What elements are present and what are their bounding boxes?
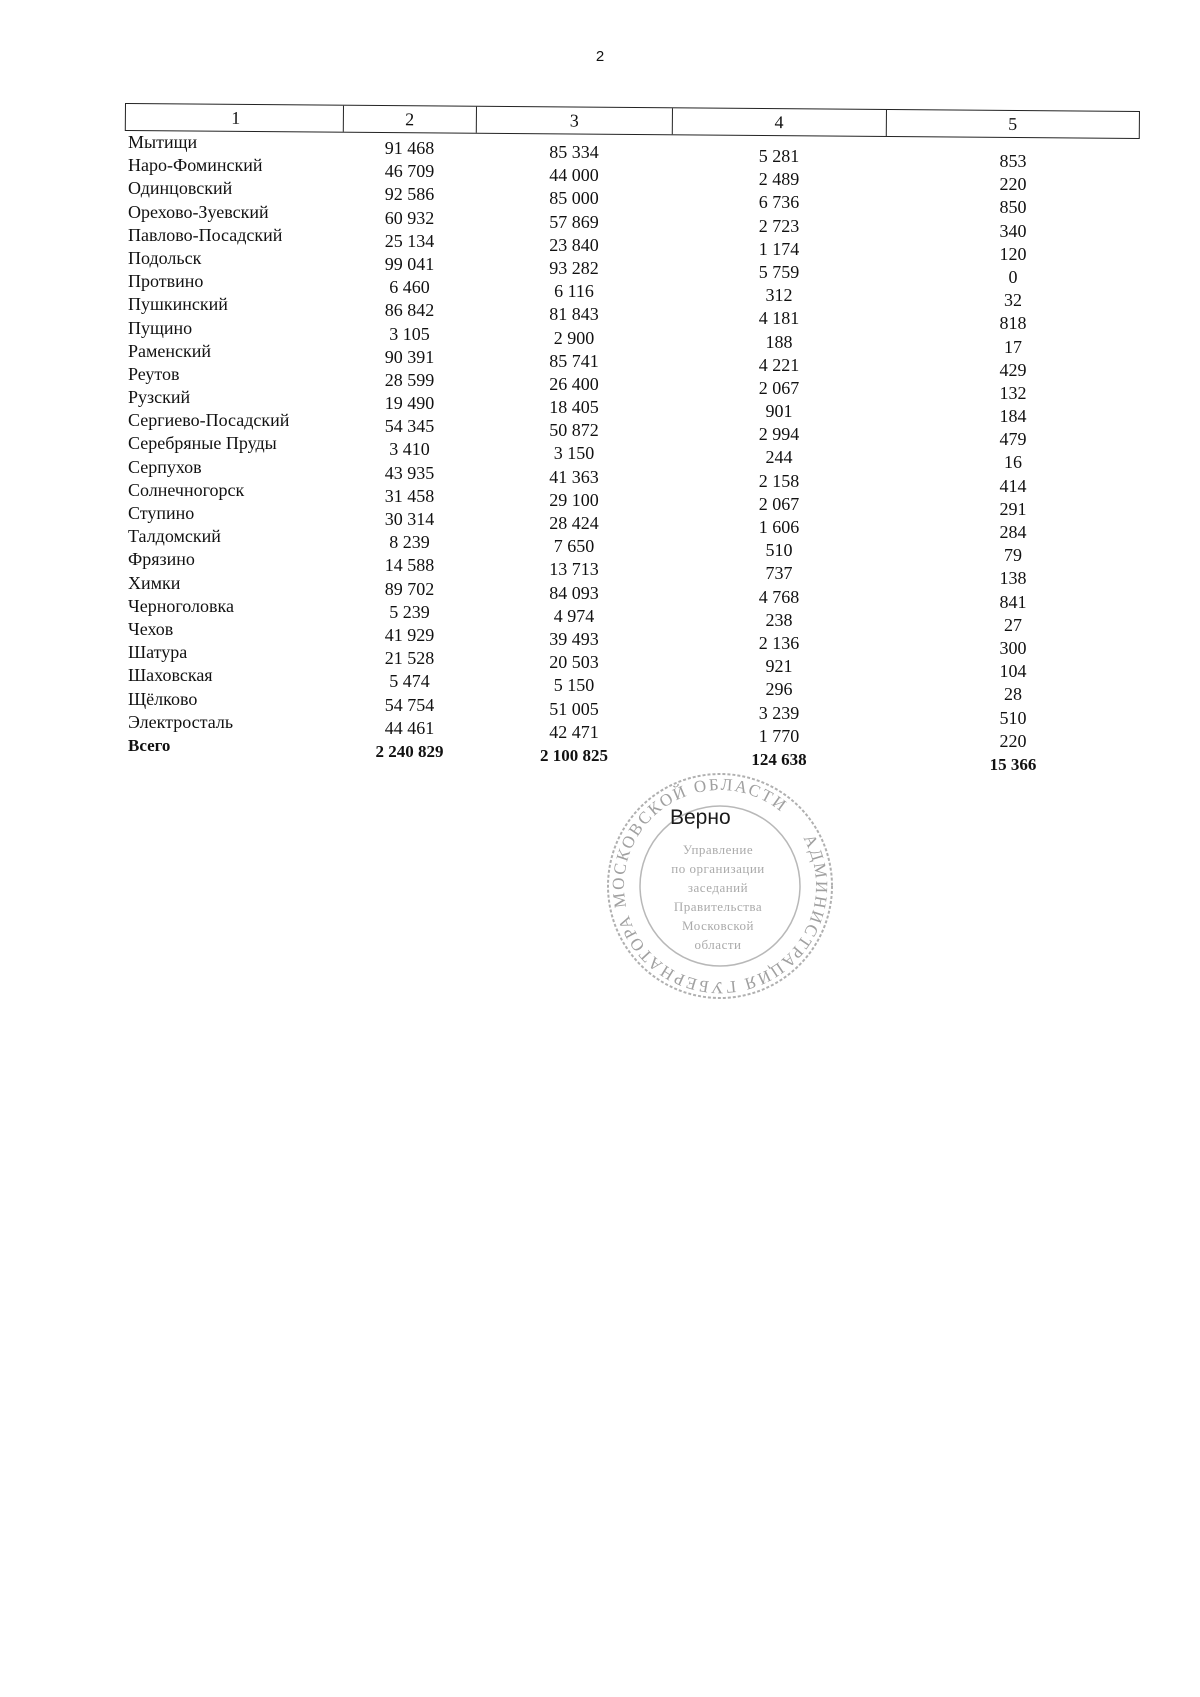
district-name: Одинцовский: [128, 178, 233, 199]
value-col-2: 91 468: [384, 138, 435, 158]
value-col-5: 184: [999, 406, 1027, 427]
value-col-2: 46 709: [384, 161, 435, 182]
value-col-5: 220: [999, 730, 1027, 751]
value-col-4: 5 759: [758, 261, 800, 282]
value-col-4: 312: [765, 285, 793, 306]
value-col-5: 0: [1008, 266, 1018, 287]
district-name: Ступино: [128, 503, 195, 523]
total-col-2: 2 240 829: [375, 741, 444, 761]
value-col-5: 291: [999, 498, 1027, 519]
value-col-5: 300: [999, 637, 1027, 658]
value-col-3: 20 503: [549, 652, 599, 673]
district-name: Щёлково: [128, 688, 198, 709]
district-name: Пушкинский: [128, 294, 228, 315]
value-col-2: 99 041: [384, 253, 435, 274]
value-col-5: 479: [999, 429, 1027, 450]
value-col-3: 13 713: [549, 559, 599, 580]
value-col-4: 1 606: [758, 517, 800, 537]
total-col-3: 2 100 825: [540, 745, 608, 765]
value-col-3: 44 000: [549, 165, 599, 186]
value-col-5: 138: [999, 568, 1027, 589]
value-col-3: 29 100: [549, 489, 599, 510]
value-col-3: 5 150: [553, 675, 595, 696]
district-name: Орехово-Зуевский: [128, 201, 269, 222]
value-col-4: 901: [765, 401, 793, 422]
district-name: Пущино: [128, 317, 193, 338]
district-name: Подольск: [128, 247, 202, 268]
header-col-3: 3: [476, 107, 672, 135]
value-col-5: 429: [999, 359, 1027, 380]
value-col-4: 2 136: [758, 632, 800, 653]
value-col-2: 8 239: [389, 532, 430, 553]
district-name: Фрязино: [128, 549, 195, 570]
value-col-2: 41 929: [384, 624, 435, 645]
district-name: Шатура: [128, 642, 188, 663]
district-name: Павлово-Посадский: [128, 224, 283, 245]
seal-line: Управление: [682, 842, 754, 857]
total-col-5: 15 366: [989, 754, 1037, 774]
value-col-2: 21 528: [384, 648, 435, 669]
verified-mark: Верно: [670, 806, 731, 829]
value-col-2: 28 599: [384, 369, 435, 390]
value-col-3: 57 869: [549, 211, 599, 232]
value-col-5: 104: [999, 661, 1027, 682]
seal-line: области: [694, 937, 742, 952]
district-name: Электросталь: [128, 711, 234, 732]
value-col-4: 6 736: [758, 192, 800, 213]
value-col-3: 84 093: [549, 582, 599, 603]
district-name: Раменский: [128, 340, 212, 361]
seal-inner-text: [648, 840, 788, 954]
value-col-3: 4 974: [553, 605, 595, 626]
value-col-2: 3 105: [389, 323, 430, 344]
value-col-2: 3 410: [389, 439, 430, 460]
district-name: Солнечногорск: [128, 479, 245, 500]
value-col-4: 188: [765, 331, 793, 352]
value-col-4: 5 281: [758, 146, 800, 166]
value-col-4: 510: [765, 540, 793, 561]
seal-ring-text: АДМИНИСТРАЦИЯ ГУБЕРНАТОРА МОСКОВСКОЙ ОБЛАСТИ: [608, 774, 832, 998]
value-col-5: 79: [1004, 545, 1022, 566]
value-col-3: 2 900: [553, 327, 595, 348]
value-col-2: 54 345: [384, 416, 435, 437]
value-col-2: 43 935: [384, 462, 435, 483]
value-col-5: 17: [1004, 336, 1022, 357]
value-col-3: 93 282: [549, 257, 599, 278]
value-col-5: 510: [999, 707, 1027, 728]
value-col-2: 6 460: [389, 277, 430, 298]
seal-line: Московской: [682, 918, 754, 933]
value-col-5: 284: [999, 522, 1027, 542]
district-name: Реутов: [128, 363, 180, 384]
district-name: Протвино: [128, 271, 204, 292]
value-col-5: 220: [999, 174, 1027, 195]
value-col-3: 6 116: [554, 281, 594, 302]
header-col-2: 2: [343, 106, 476, 133]
value-col-4: 2 158: [758, 470, 800, 491]
value-col-4: 244: [765, 447, 793, 468]
district-name: Серпухов: [128, 456, 202, 477]
value-col-4: 2 067: [758, 377, 800, 398]
page-number: 2: [595, 48, 605, 65]
value-col-4: 2 489: [758, 169, 800, 190]
value-col-5: 16: [1004, 452, 1022, 473]
district-name: Мытищи: [128, 132, 198, 152]
value-col-5: 120: [999, 243, 1027, 264]
value-col-2: 44 461: [384, 717, 435, 738]
value-col-2: 90 391: [384, 346, 435, 367]
value-col-5: 850: [999, 197, 1027, 218]
header-col-5: 5: [885, 110, 1139, 138]
value-col-3: 39 493: [549, 628, 599, 649]
value-col-3: 50 872: [549, 420, 599, 441]
value-col-4: 1 174: [758, 238, 800, 259]
value-col-2: 31 458: [384, 485, 435, 506]
value-col-2: 19 490: [384, 393, 435, 414]
value-col-2: 86 842: [384, 300, 435, 321]
value-col-5: 32: [1004, 290, 1022, 311]
header-col-4: 4: [672, 108, 886, 136]
value-col-5: 853: [999, 151, 1027, 171]
district-name: Шаховская: [128, 665, 213, 686]
value-col-2: 5 474: [389, 671, 430, 692]
value-col-4: 2 723: [758, 215, 800, 236]
value-col-5: 132: [999, 382, 1027, 403]
value-col-2: 60 932: [384, 207, 435, 228]
value-col-3: 51 005: [549, 698, 599, 719]
district-name: Сергиево-Посадский: [128, 410, 290, 431]
value-col-3: 41 363: [549, 466, 599, 487]
value-col-4: 4 221: [758, 354, 800, 375]
value-col-4: 238: [765, 609, 793, 630]
value-col-2: 25 134: [384, 230, 435, 251]
value-col-3: 85 000: [549, 188, 599, 209]
value-col-5: 414: [999, 475, 1027, 496]
district-name: Серебряные Пруды: [128, 433, 277, 454]
value-col-5: 818: [999, 313, 1027, 334]
seal-line: по организации: [671, 861, 765, 876]
district-name: Черноголовка: [128, 595, 234, 616]
value-col-4: 296: [765, 679, 793, 700]
header-col-1: 1: [231, 107, 241, 128]
value-col-3: 7 650: [553, 536, 595, 557]
value-col-4: 1 770: [758, 725, 800, 746]
value-col-2: 5 239: [389, 601, 430, 622]
value-col-3: 81 843: [549, 304, 599, 325]
total-label: Всего: [128, 735, 171, 755]
value-col-3: 85 741: [549, 350, 599, 371]
district-name: Рузский: [128, 387, 191, 408]
value-col-3: 28 424: [549, 513, 599, 533]
district-name: Наро-Фоминский: [128, 155, 263, 176]
value-col-5: 27: [1004, 614, 1022, 635]
value-col-3: 85 334: [549, 142, 599, 162]
value-col-2: 30 314: [384, 509, 435, 529]
data-table: [125, 103, 1140, 774]
value-col-3: 23 840: [549, 234, 599, 255]
value-col-3: 3 150: [553, 443, 595, 464]
seal-line: Правительства: [673, 899, 763, 914]
value-col-4: 2 994: [758, 424, 800, 445]
value-col-4: 2 067: [758, 493, 800, 514]
value-col-3: 26 400: [549, 373, 599, 394]
value-col-4: 4 768: [758, 586, 800, 607]
value-col-4: 921: [765, 656, 793, 677]
value-col-5: 841: [999, 591, 1027, 612]
value-col-3: 18 405: [549, 397, 599, 418]
district-name: Талдомский: [128, 526, 221, 547]
value-col-2: 92 586: [384, 184, 435, 205]
value-col-2: 54 754: [384, 694, 435, 715]
value-col-4: 4 181: [758, 308, 800, 329]
total-col-4: 124 638: [751, 749, 807, 769]
value-col-4: 737: [765, 563, 793, 584]
district-name: Химки: [128, 572, 181, 593]
value-col-3: 42 471: [549, 721, 599, 742]
value-col-4: 3 239: [758, 702, 800, 723]
seal-line: заседаний: [687, 880, 749, 895]
value-col-2: 14 588: [384, 555, 435, 576]
value-col-5: 28: [1004, 684, 1022, 705]
value-col-2: 89 702: [384, 578, 435, 599]
value-col-5: 340: [999, 220, 1027, 241]
district-name: Чехов: [128, 618, 174, 639]
